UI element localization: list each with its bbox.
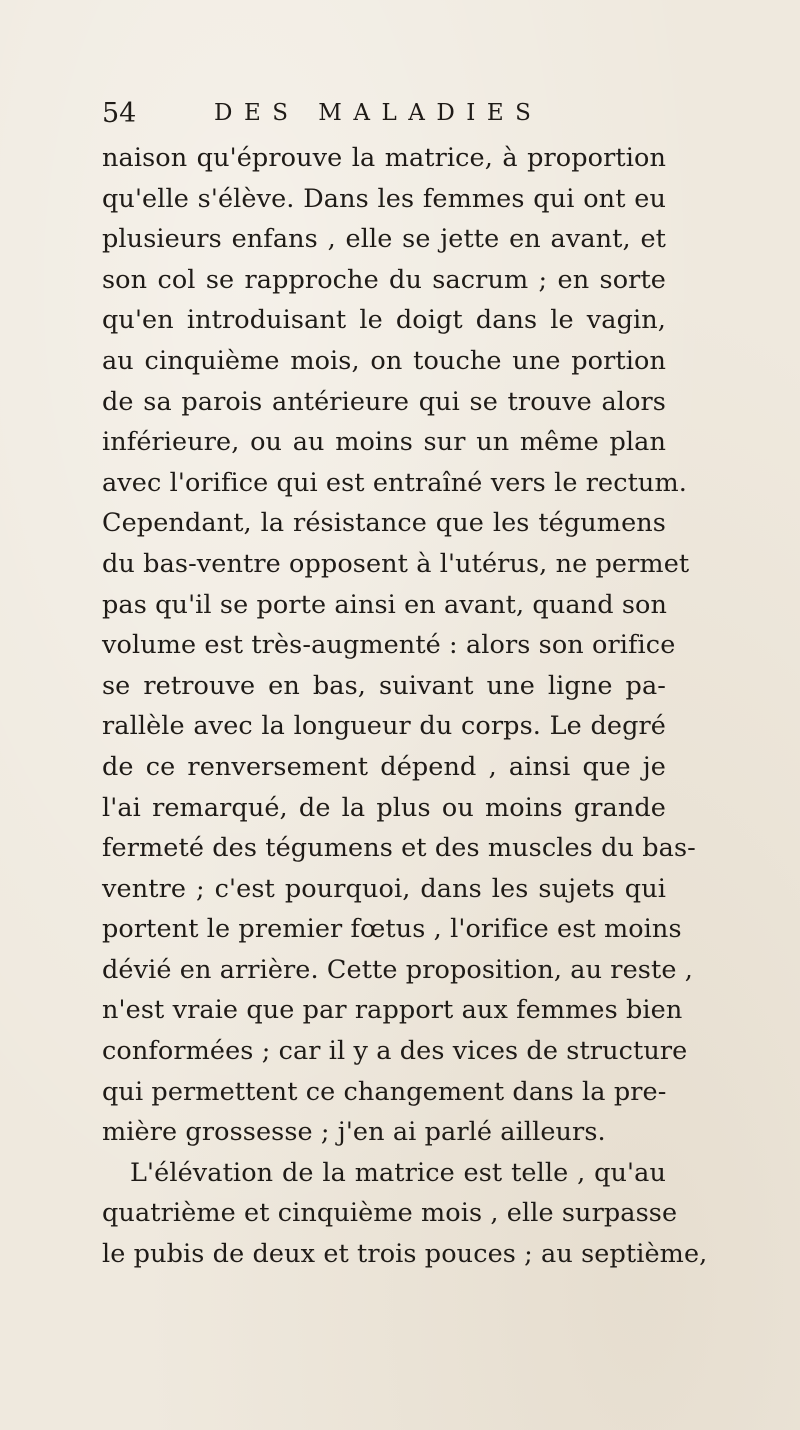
text-line: le pubis de deux et trois pouces ; au septième, <box>102 1239 708 1270</box>
text-line: conformées ; car il y a des vices de structure <box>102 1036 688 1067</box>
text-line: au cinquième mois, on touche une portion <box>102 345 666 376</box>
text-line: dévié en arrière. Cette proposition, au reste , <box>102 954 693 985</box>
page-number: 54 <box>102 98 137 129</box>
text-line: volume est très-augmenté : alors son orifice <box>102 630 676 661</box>
text-line: de sa parois antérieure qui se trouve alors <box>102 386 666 417</box>
text-line: plusieurs enfans , elle se jette en avant, et <box>102 224 666 255</box>
paragraph-start-line: L'élévation de la matrice est telle , qu'au <box>130 1157 666 1188</box>
text-line: portent le premier fœtus , l'orifice est moins <box>102 914 682 945</box>
text-line: avec l'orifice qui est entraîné vers le rectum. <box>102 467 687 498</box>
text-line: naison qu'éprouve la matrice, à proportion <box>102 143 666 173</box>
text-line: du bas-ventre opposent à l'utérus, ne permet <box>102 548 690 579</box>
text-line: rallèle avec la longueur du corps. Le degré <box>102 711 666 742</box>
text-line: inférieure, ou au moins sur un même plan <box>102 427 666 458</box>
text-line: ventre ; c'est pourquoi, dans les sujets qui <box>102 873 666 904</box>
text-line: l'ai remarqué, de la plus ou moins grande <box>102 792 666 823</box>
body-text <box>102 138 708 1275</box>
text-line: quatrième et cinquième mois , elle surpasse <box>102 1198 678 1229</box>
text-line: son col se rapproche du sacrum ; en sorte <box>102 264 666 295</box>
text-line: qu'en introduisant le doigt dans le vagin, <box>102 305 666 336</box>
page-header <box>102 92 662 132</box>
text-line: n'est vraie que par rapport aux femmes bien <box>102 995 683 1026</box>
text-line: fermeté des tégumens et des muscles du bas- <box>102 833 696 864</box>
text-line: de ce renversement dépend , ainsi que je <box>102 751 666 782</box>
text-line: Cependant, la résistance que les tégumens <box>102 508 666 539</box>
text-line: mière grossesse ; j'en ai parlé ailleurs. <box>102 1117 606 1148</box>
text-line: pas qu'il se porte ainsi en avant, quand son <box>102 589 667 620</box>
text-line: qui permettent ce changement dans la pre- <box>102 1076 667 1107</box>
running-head: DES MALADIES <box>214 100 543 126</box>
text-line: qu'elle s'élève. Dans les femmes qui ont eu <box>102 183 666 214</box>
text-line: se retrouve en bas, suivant une ligne pa- <box>102 670 666 701</box>
